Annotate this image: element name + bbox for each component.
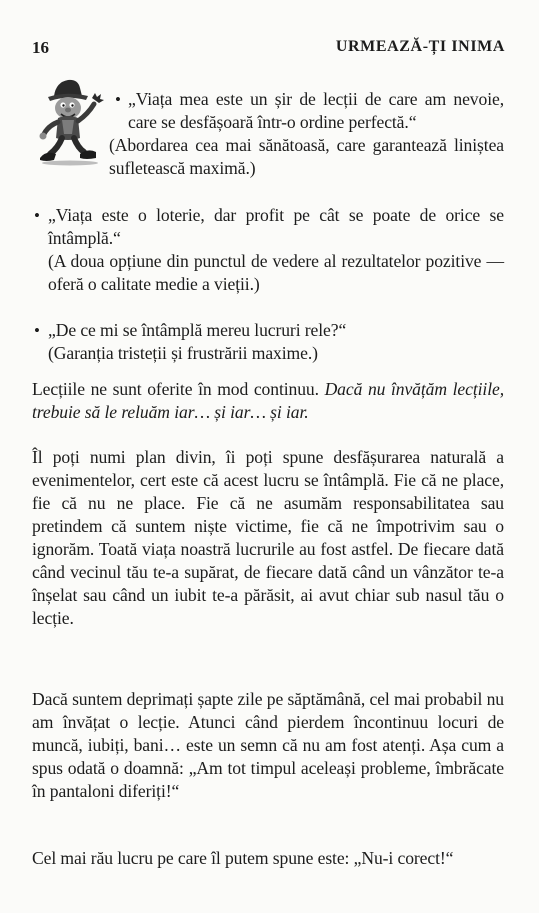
page-number: 16 xyxy=(32,38,49,57)
bullet-comment-3: (Garanția tristeții și frustrării maxime.) xyxy=(48,343,318,363)
bullet-quote-2: „Viața este o loterie, dar profit pe cât se poate de orice se întâmplă.“ xyxy=(48,205,504,248)
bullet-marker: • xyxy=(34,206,40,225)
bullet-comment-2: (A doua opțiune din punctul de vedere al rezultatelor pozitive — oferă o calitate medie a vieții.) xyxy=(48,251,504,294)
paragraph-depressed: Dacă suntem deprimați șapte zile pe săptămână, cel mai probabil nu am învățat o lecție. Atunci când pierdem încontinuu locuri de muncă, iubiți, bani… este un semn că nu am fost atenți. Așa cum a spus odată o doamnă: „Am tot timpul aceleași probleme, îmbrăcate în pantaloni diferiți!“ xyxy=(32,689,504,801)
lessons-italic-text: Dacă nu învățăm lecțiile, trebuie să le reluăm iar… și iar… și iar. xyxy=(32,379,504,422)
running-title: URMEAZĂ-ȚI INIMA xyxy=(335,38,505,55)
bullet-comment-1-text: (Abordarea cea mai sănătoasă, care garantează liniștea sufletească maximă.) xyxy=(109,135,504,178)
bullet-quote-1: „Viața mea este un șir de lecții de care am nevoie, care se desfășoară într-o ordine perfectă.“ xyxy=(128,89,504,132)
lessons-plain-text: Lecțiile ne sunt oferite în mod continuu. xyxy=(32,379,325,399)
bullet-quote-3: „De ce mi se întâmplă mereu lucruri rele?“ xyxy=(48,320,347,340)
paragraph-worst-thing: Cel mai rău lucru pe care îl putem spune este: „Nu-i corect!“ xyxy=(32,848,454,868)
paragraph-lessons xyxy=(32,378,504,424)
cartoon-figure-icon xyxy=(34,74,106,166)
bullet-marker: • xyxy=(115,90,121,109)
bullet-marker: • xyxy=(34,321,40,340)
paragraph-divine-plan: Îl poți numi plan divin, îi poți spune desfășurarea naturală a evenimentelor, cert este că acest lucru se întâmplă. Fie că ne place, fie că nu ne place. Fie că ne asumăm responsabilitatea sau pretindem că suntem niște victime, fie că ne împotrivim sau o ignorăm. Toată viața noastră lucrurile au fost astfel. De fiecare dată când vecinul tău te-a supărat, de fiecare dată când un vânzător te-a înșelat sau când un iubit te-a părăsit, ai avut chiar sub nasul tău o lecție. xyxy=(32,447,504,628)
